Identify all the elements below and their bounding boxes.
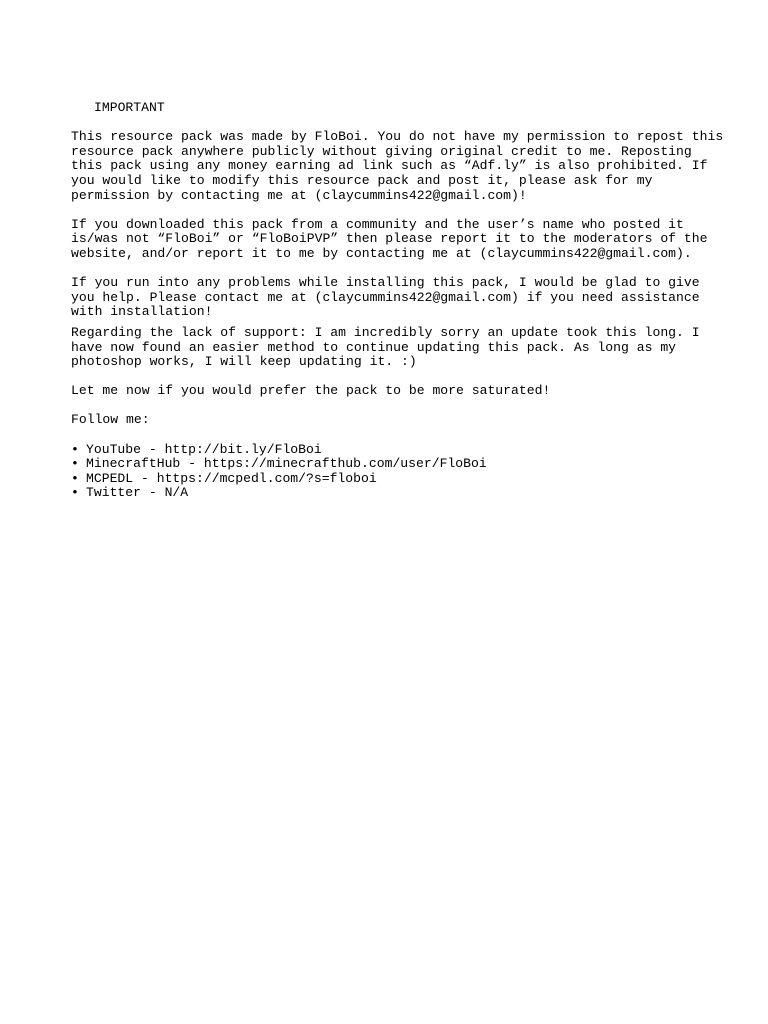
paragraph-report (71, 218, 751, 262)
paragraph-line: This resource pack was made by FloBoi. You do not have my permission to repost this (71, 129, 724, 145)
paragraph-line: resource pack anywhere publicly without giving original credit to me. Reposting (71, 143, 692, 159)
paragraph-line: website, and/or report it to me by contacting me at (claycummins422@gmail.com). (71, 245, 692, 261)
follow-label: Follow me: (71, 412, 150, 428)
list-item (71, 472, 751, 487)
paragraph-line: with installation! (71, 304, 213, 320)
link-minecrafthub[interactable]: MinecraftHub - https://minecrafthub.com/user/FloBoi (86, 456, 487, 472)
paragraph-line: you would like to modify this resource pack and post it, please ask for my (71, 172, 653, 188)
document-heading: IMPORTANT (94, 100, 165, 115)
paragraph-spacer (71, 399, 751, 414)
document-page (71, 101, 751, 501)
paragraph-line: Regarding the lack of support: I am incredibly sorry an update took this long. I (71, 324, 700, 340)
bullet-icon: • (71, 456, 79, 472)
paragraph-spacer (71, 262, 751, 277)
paragraph-line: photoshop works, I will keep updating it. :) (71, 354, 417, 370)
paragraph-line: If you downloaded this pack from a community and the user’s name who posted it (71, 216, 684, 232)
bullet-icon: • (71, 470, 79, 486)
link-youtube[interactable]: YouTube - http://bit.ly/FloBoi (86, 441, 322, 457)
paragraph-spacer (71, 370, 751, 385)
paragraph-spacer (71, 428, 751, 443)
paragraph-line: this pack using any money earning ad link such as “Adf.ly” is also prohibited. If (71, 158, 708, 174)
bullet-icon: • (71, 441, 79, 457)
list-item (71, 486, 751, 501)
paragraph-line: permission by contacting me at (claycummins422@gmail.com)! (71, 187, 527, 203)
paragraph-spacer (71, 203, 751, 218)
paragraph-help (71, 276, 751, 320)
paragraph-support (71, 326, 751, 370)
paragraph-line: If you run into any problems while installing this pack, I would be glad to give (71, 275, 700, 291)
paragraph-saturation: Let me now if you would prefer the pack to be more saturated! (71, 383, 551, 399)
paragraph-line: is/was not “FloBoi” or “FloBoiPVP” then please report it to the moderators of the (71, 231, 708, 247)
link-mcpedl[interactable]: MCPEDL - https://mcpedl.com/?s=floboi (86, 470, 377, 486)
bullet-icon: • (71, 485, 79, 501)
list-item (71, 443, 751, 458)
paragraph-line: have now found an easier method to continue updating this pack. As long as my (71, 339, 677, 355)
social-links-list (71, 443, 751, 501)
paragraph-credit (71, 130, 751, 203)
paragraph-line: you help. Please contact me at (claycummins422@gmail.com) if you need assistance (71, 289, 700, 305)
list-item (71, 457, 751, 472)
link-twitter: Twitter - N/A (86, 485, 189, 501)
